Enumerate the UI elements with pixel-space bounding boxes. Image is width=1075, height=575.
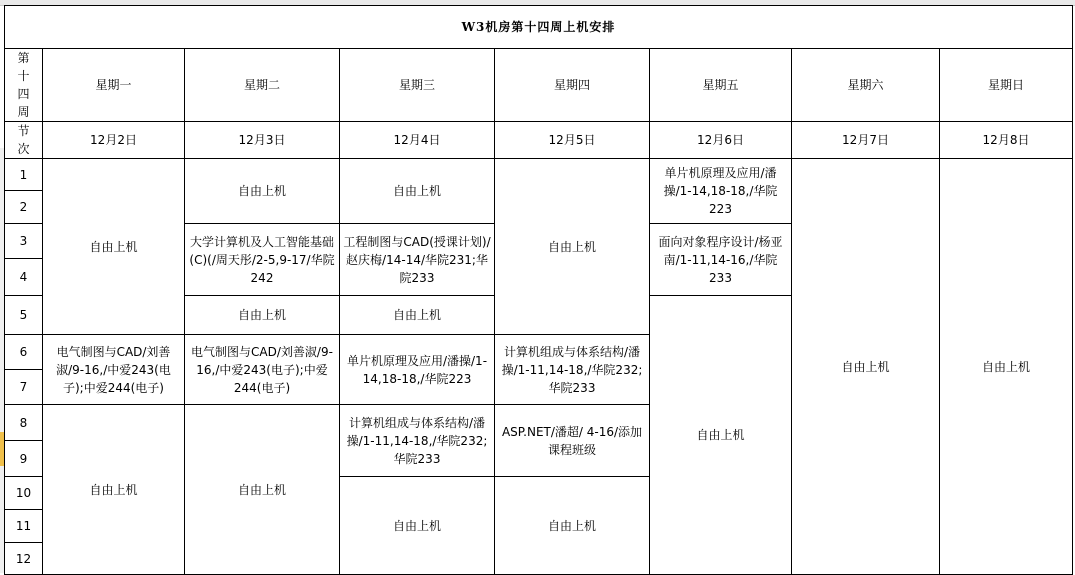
schedule-sheet bbox=[4, 5, 1073, 575]
wed-course-6-7[interactable]: 单片机原理及应用/潘操/1-14,18-18,/华院223 bbox=[340, 335, 495, 405]
session-label: 节次 bbox=[17, 124, 30, 156]
wed-course-8-9[interactable]: 计算机组成与体系结构/潘操/1-11,14-18,/华院232;华院233 bbox=[340, 405, 495, 477]
tue-free-8-12[interactable]: 自由上机 bbox=[185, 405, 340, 575]
wed-course-3-4[interactable]: 工程制图与CAD(授课计划)/赵庆梅/14-14/华院231;华院233 bbox=[340, 224, 495, 296]
mon-course-6-7[interactable]: 电气制图与CAD/刘善淑/9-16,/中爱243(电子);中爱244(电子) bbox=[43, 335, 185, 405]
day-header-sun[interactable]: 星期日 bbox=[940, 49, 1073, 122]
period-7[interactable]: 7 bbox=[5, 370, 43, 405]
period-3[interactable]: 3 bbox=[5, 224, 43, 259]
fri-course-1-2[interactable]: 单片机原理及应用/潘操/1-14,18-18,/华院223 bbox=[650, 159, 792, 224]
date-sun[interactable]: 12月8日 bbox=[940, 122, 1073, 159]
fri-course-3-4[interactable]: 面向对象程序设计/杨亚南/1-11,14-16,/华院233 bbox=[650, 224, 792, 296]
fri-free-5-12[interactable]: 自由上机 bbox=[650, 296, 792, 575]
date-mon[interactable]: 12月2日 bbox=[43, 122, 185, 159]
date-thu[interactable]: 12月5日 bbox=[495, 122, 650, 159]
sat-free-all-day[interactable]: 自由上机 bbox=[792, 159, 940, 575]
tue-free-5[interactable]: 自由上机 bbox=[185, 296, 340, 335]
period-1[interactable]: 1 bbox=[5, 159, 43, 191]
date-wed[interactable]: 12月4日 bbox=[340, 122, 495, 159]
wed-free-5[interactable]: 自由上机 bbox=[340, 296, 495, 335]
day-header-wed[interactable]: 星期三 bbox=[340, 49, 495, 122]
thu-free-1-5[interactable]: 自由上机 bbox=[495, 159, 650, 335]
period-11[interactable]: 11 bbox=[5, 510, 43, 543]
tue-course-6-7[interactable]: 电气制图与CAD/刘善淑/9-16,/中爱243(电子);中爱244(电子) bbox=[185, 335, 340, 405]
sun-free-all-day[interactable]: 自由上机 bbox=[940, 159, 1073, 575]
wed-free-1-2[interactable]: 自由上机 bbox=[340, 159, 495, 224]
period-10[interactable]: 10 bbox=[5, 477, 43, 510]
period-5[interactable]: 5 bbox=[5, 296, 43, 335]
day-header-mon[interactable]: 星期一 bbox=[43, 49, 185, 122]
date-fri[interactable]: 12月6日 bbox=[650, 122, 792, 159]
tue-course-3-4[interactable]: 大学计算机及人工智能基础(C)(/周天彤/2-5,9-17/华院242 bbox=[185, 224, 340, 296]
mon-free-1-5[interactable]: 自由上机 bbox=[43, 159, 185, 335]
thu-course-8-9[interactable]: ASP.NET/潘超/ 4-16/添加课程班级 bbox=[495, 405, 650, 477]
tue-free-1-2[interactable]: 自由上机 bbox=[185, 159, 340, 224]
mon-free-8-12[interactable]: 自由上机 bbox=[43, 405, 185, 575]
schedule-table bbox=[4, 5, 1073, 575]
period-4[interactable]: 4 bbox=[5, 259, 43, 296]
day-header-fri[interactable]: 星期五 bbox=[650, 49, 792, 122]
thu-course-6-7[interactable]: 计算机组成与体系结构/潘操/1-11,14-18,/华院232;华院233 bbox=[495, 335, 650, 405]
thu-free-10-12[interactable]: 自由上机 bbox=[495, 477, 650, 575]
date-tue[interactable]: 12月3日 bbox=[185, 122, 340, 159]
period-12[interactable]: 12 bbox=[5, 543, 43, 575]
day-header-thu[interactable]: 星期四 bbox=[495, 49, 650, 122]
day-header-tue[interactable]: 星期二 bbox=[185, 49, 340, 122]
period-8[interactable]: 8 bbox=[5, 405, 43, 441]
period-2[interactable]: 2 bbox=[5, 191, 43, 224]
date-sat[interactable]: 12月7日 bbox=[792, 122, 940, 159]
day-header-sat[interactable]: 星期六 bbox=[792, 49, 940, 122]
period-6[interactable]: 6 bbox=[5, 335, 43, 370]
week-label: 第十四周 bbox=[17, 51, 30, 119]
session-label-cell[interactable] bbox=[5, 122, 43, 159]
wed-free-10-12[interactable]: 自由上机 bbox=[340, 477, 495, 575]
period-9[interactable]: 9 bbox=[5, 441, 43, 477]
week-label-cell[interactable] bbox=[5, 49, 43, 122]
page-title[interactable]: W3机房第十四周上机安排 bbox=[5, 6, 1073, 49]
